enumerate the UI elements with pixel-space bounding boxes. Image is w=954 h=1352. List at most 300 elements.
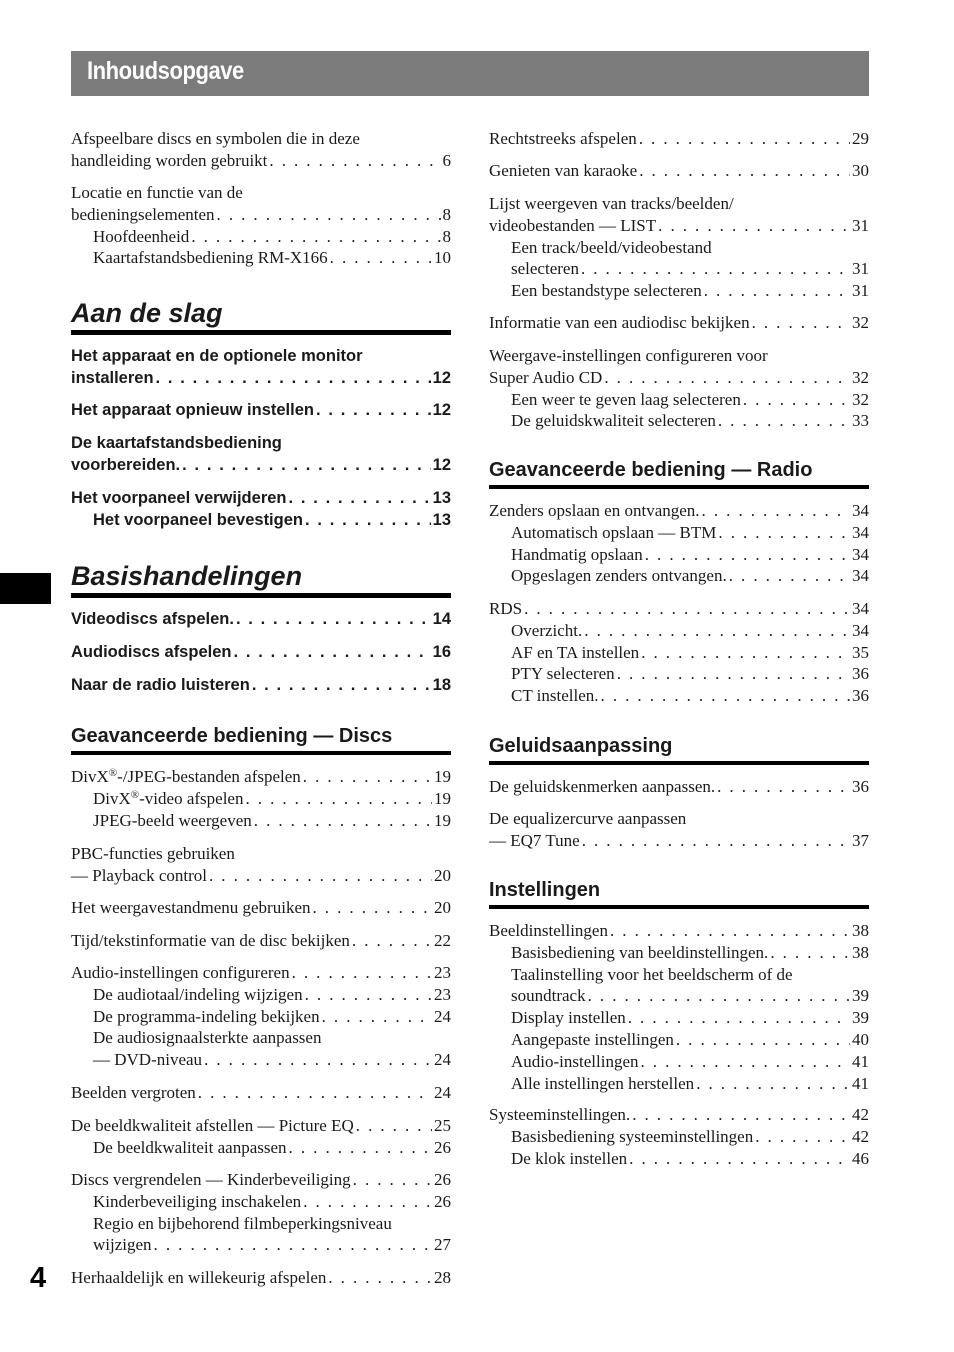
toc-line-title: DivX	[71, 767, 109, 786]
toc-line	[489, 1007, 869, 1029]
toc-line-title: Zenders opslaan en ontvangen.	[489, 501, 700, 520]
toc-line-text	[489, 215, 656, 237]
toc-line	[71, 766, 451, 788]
toc-line-text	[93, 1049, 202, 1071]
dot-leader	[289, 488, 431, 510]
toc-line-text	[71, 400, 314, 422]
subsection-heading-geluidsaanpassing: Geluidsaanpassing	[489, 731, 869, 765]
dot-leader	[581, 258, 850, 280]
toc-line-text	[71, 455, 180, 477]
toc-entry[interactable]	[489, 193, 869, 302]
toc-line-title: Het voorpaneel bevestigen	[93, 510, 303, 529]
toc-line-text	[511, 964, 793, 986]
toc-line-text	[511, 663, 615, 685]
toc-line	[489, 160, 869, 182]
toc-line-text	[511, 237, 712, 259]
dot-leader	[330, 247, 432, 269]
section-heading-aan-de-slag: Aan de slag	[71, 296, 451, 335]
toc-page-number: 19	[434, 767, 451, 786]
toc-line-title: PTY selecteren	[511, 664, 615, 684]
toc-page-number: 24	[434, 1083, 451, 1102]
toc-page-number: 16	[432, 643, 451, 661]
page-number: 4	[30, 1262, 47, 1294]
dot-leader	[639, 160, 850, 182]
toc-entry[interactable]	[71, 128, 451, 172]
toc-line-text	[71, 1169, 351, 1191]
dot-leader	[632, 1104, 850, 1126]
subsection-heading-radio: Geavanceerde bediening — Radio	[489, 455, 869, 489]
dot-leader	[313, 897, 433, 919]
toc-line-text	[71, 433, 282, 455]
toc-line-title: De programma-indeling bekijken	[93, 1006, 320, 1026]
toc-line-title: Alle instellingen herstellen	[511, 1073, 695, 1093]
toc-line-text	[93, 1213, 392, 1235]
dot-leader	[289, 1137, 432, 1159]
dot-leader	[292, 962, 432, 984]
toc-page-number: 23	[434, 984, 451, 1004]
toc-page-number: 33	[852, 411, 869, 431]
dot-leader	[524, 598, 850, 620]
toc-line	[489, 942, 869, 964]
toc-line-text	[489, 160, 637, 182]
toc-line-text	[93, 247, 328, 269]
toc-line-title: De beeldkwaliteit afstellen — Picture EQ	[71, 1116, 354, 1135]
subsection-heading-instellingen: Instellingen	[489, 875, 869, 909]
toc-entry[interactable]	[71, 1115, 451, 1159]
toc-line-title: Een bestandstype selecteren	[511, 281, 702, 301]
toc-line-title: Overzicht.	[511, 620, 583, 640]
toc-line-text	[71, 1267, 326, 1289]
toc-line-text	[71, 368, 154, 390]
toc-page-number: 41	[852, 1051, 869, 1071]
toc-page-number: 34	[852, 620, 869, 640]
toc-line	[71, 128, 451, 150]
toc-line-title: De audiotaal/indeling wijzigen	[93, 984, 303, 1004]
toc-line-text	[93, 1027, 321, 1049]
dot-leader	[252, 675, 431, 697]
toc-line-title: Systeeminstellingen.	[489, 1105, 631, 1124]
toc-line-title: De equalizercurve aanpassen	[489, 809, 687, 828]
toc-line-text	[511, 642, 639, 664]
toc-line-title: De beeldkwaliteit aanpassen	[93, 1137, 287, 1157]
toc-line	[71, 984, 451, 1006]
toc-line-title-suffix: -video afspelen	[139, 788, 244, 808]
toc-line	[489, 389, 869, 411]
dot-leader	[305, 510, 431, 532]
toc-line	[71, 1006, 451, 1028]
toc-line-title: handleiding worden gebruikt	[71, 150, 268, 170]
dot-leader	[353, 1169, 432, 1191]
dot-leader	[641, 642, 850, 664]
toc-page-number: 27	[434, 1235, 451, 1255]
toc-entry[interactable]	[71, 843, 451, 887]
toc-line	[71, 226, 451, 248]
dot-leader	[269, 150, 440, 172]
toc-page-number: 40	[852, 1029, 869, 1049]
dot-leader	[658, 215, 850, 237]
toc-line-title: Naar de radio luisteren	[71, 676, 250, 694]
toc-line-text	[489, 830, 580, 852]
dot-leader	[305, 984, 432, 1006]
toc-page-number: 10	[434, 248, 451, 268]
toc-line-title: Weergave-instellingen configureren voor	[489, 346, 768, 365]
toc-page-number: 35	[852, 642, 869, 662]
toc-page-number: 30	[852, 161, 869, 180]
toc-page-number: 31	[852, 259, 869, 279]
toc-line	[489, 1051, 869, 1073]
toc-page-number: 22	[434, 931, 451, 950]
toc-line	[71, 609, 451, 631]
title-bar	[71, 51, 869, 96]
toc-entry[interactable]	[71, 433, 451, 477]
toc-line-title: De geluidskenmerken aanpassen.	[489, 777, 716, 796]
toc-line	[71, 897, 451, 919]
toc-line	[71, 150, 451, 172]
toc-page-number: 32	[852, 367, 869, 387]
toc-line-text	[511, 410, 716, 432]
toc-entry[interactable]	[489, 500, 869, 587]
toc-page-number: 34	[852, 566, 869, 586]
toc-line	[489, 193, 869, 215]
dot-leader	[743, 389, 850, 411]
toc-entry[interactable]	[489, 920, 869, 1094]
toc-line-text	[511, 565, 727, 587]
toc-line	[489, 410, 869, 432]
toc-page-number: 34	[852, 599, 869, 618]
toc-page-number: 18	[432, 676, 451, 694]
dot-leader	[704, 280, 850, 302]
toc-line-text	[93, 984, 303, 1006]
toc-page-number: 26	[434, 1191, 451, 1211]
toc-page-number: 24	[434, 1050, 451, 1070]
dot-leader	[198, 1082, 432, 1104]
toc-line-text	[489, 367, 602, 389]
toc-line-text	[71, 128, 360, 150]
toc-line-title: soundtrack	[511, 986, 586, 1006]
toc-line-title: Kinderbeveiliging inschakelen	[93, 1191, 302, 1211]
toc-line	[71, 1027, 451, 1049]
toc-entry[interactable]	[71, 609, 451, 631]
toc-page-number: 20	[434, 898, 451, 917]
toc-line	[71, 788, 451, 810]
toc-page-number: 14	[432, 610, 451, 628]
toc-line	[71, 368, 451, 390]
toc-line-text	[489, 312, 750, 334]
toc-line-text	[511, 1148, 627, 1170]
toc-line-title: AF en TA instellen	[511, 642, 640, 662]
dot-leader	[752, 312, 850, 334]
toc-line-text	[71, 766, 301, 788]
toc-line-text	[93, 1137, 287, 1159]
toc-line-text	[71, 897, 311, 919]
toc-entry[interactable]	[71, 1082, 451, 1104]
toc-entry[interactable]	[71, 642, 451, 664]
toc-line	[71, 204, 451, 226]
toc-entry[interactable]	[71, 897, 451, 919]
toc-line-text	[511, 522, 716, 544]
toc-line	[71, 843, 451, 865]
toc-line-title: De audiosignaalsterkte aanpassen	[93, 1028, 322, 1048]
toc-line-text	[511, 1073, 694, 1095]
toc-line-title: Lijst weergeven van tracks/beelden/	[489, 194, 734, 213]
toc-line	[71, 455, 451, 477]
toc-line-title: selecteren	[511, 259, 579, 279]
toc-page-number: 6	[442, 150, 451, 170]
dot-leader	[676, 1029, 850, 1051]
toc-line-title: — Playback control	[71, 865, 207, 885]
toc-line-title: Het apparaat opnieuw instellen	[71, 401, 314, 419]
toc-entry[interactable]	[489, 808, 869, 852]
toc-line-text	[511, 620, 582, 642]
toc-entry[interactable]	[489, 345, 869, 432]
toc-line-text	[489, 920, 608, 942]
toc-line-text	[511, 1029, 674, 1051]
toc-line-title: Regio en bijbehorend filmbeperkingsniveau	[93, 1213, 392, 1233]
toc-page-number: 8	[442, 226, 451, 246]
toc-line	[71, 400, 451, 422]
toc-line	[71, 182, 451, 204]
toc-line	[489, 128, 869, 150]
toc-line	[71, 930, 451, 952]
toc-line-title: PBC-functies gebruiken	[71, 844, 235, 863]
dot-leader	[182, 455, 431, 477]
dot-leader	[617, 663, 850, 685]
toc-line	[71, 346, 451, 368]
toc-line	[489, 685, 869, 707]
toc-line-title: Audio-instellingen	[511, 1051, 639, 1071]
toc-line-title: De kaartafstandsbediening	[71, 434, 282, 452]
toc-line	[489, 1104, 869, 1126]
dot-leader	[328, 1267, 432, 1289]
toc-page-number: 19	[434, 810, 451, 830]
toc-line-text	[71, 182, 243, 204]
toc-page-number: 39	[852, 1008, 869, 1028]
toc-line-text	[71, 642, 231, 664]
toc-page-number: 26	[434, 1137, 451, 1157]
toc-page-number: 13	[432, 489, 451, 507]
toc-line	[489, 367, 869, 389]
toc-page-number: 12	[432, 455, 451, 474]
dot-leader	[209, 865, 432, 887]
toc-line-title: Informatie van een audiodisc bekijken	[489, 313, 750, 332]
toc-line-text	[489, 193, 734, 215]
toc-line	[489, 1029, 869, 1051]
toc-line	[489, 663, 869, 685]
toc-entry[interactable]	[71, 1267, 451, 1289]
section-heading-basishandelingen: Basishandelingen	[71, 559, 451, 598]
toc-line-text	[93, 1006, 320, 1028]
toc-line-title: Discs vergrendelen — Kinderbeveiliging	[71, 1170, 351, 1189]
toc-line-text	[489, 808, 686, 830]
toc-line-title: Basisbediening van beeldinstellingen.	[511, 942, 769, 962]
toc-line-text	[71, 843, 235, 865]
toc-line-text	[71, 150, 267, 172]
toc-line-text	[71, 930, 350, 952]
toc-line	[71, 1115, 451, 1137]
toc-line-title: Basisbediening systeeminstellingen	[511, 1126, 754, 1146]
toc-line	[489, 642, 869, 664]
toc-line	[71, 433, 451, 455]
registered-mark: ®	[108, 767, 118, 779]
toc-page-number: 25	[434, 1116, 451, 1135]
toc-page-number: 36	[852, 686, 869, 706]
toc-line-text	[511, 389, 741, 411]
toc-page-number: 32	[852, 313, 869, 332]
toc-line-text	[71, 1082, 196, 1104]
toc-entry[interactable]	[489, 160, 869, 182]
toc-line	[71, 488, 451, 510]
toc-line-text	[511, 544, 643, 566]
toc-line-title: voorbereiden.	[71, 455, 181, 474]
dot-leader	[233, 642, 430, 664]
dot-leader	[303, 766, 432, 788]
page-title: Inhoudsopgave	[87, 57, 244, 85]
toc-line-text	[489, 776, 715, 798]
toc-line-text	[511, 1007, 626, 1029]
toc-entry[interactable]	[71, 400, 451, 422]
dot-leader	[156, 368, 431, 390]
dot-leader	[717, 776, 850, 798]
dot-leader	[628, 1007, 850, 1029]
toc-entry[interactable]	[71, 346, 451, 390]
toc-line	[71, 247, 451, 269]
toc-entry[interactable]	[489, 1104, 869, 1169]
toc-page-number: 12	[432, 368, 451, 387]
toc-entry[interactable]	[71, 766, 451, 831]
toc-entry[interactable]	[489, 128, 869, 150]
toc-line	[489, 500, 869, 522]
dot-leader	[352, 930, 432, 952]
toc-entry[interactable]	[71, 488, 451, 532]
toc-line-title: — EQ7 Tune	[489, 830, 580, 850]
dot-leader	[584, 620, 850, 642]
toc-line-title: Audiodiscs afspelen	[71, 643, 232, 661]
toc-line-title: Handmatig opslaan	[511, 544, 643, 564]
toc-line-text	[93, 810, 252, 832]
toc-line	[71, 865, 451, 887]
toc-page-number: 28	[434, 1268, 451, 1287]
toc-line-title: bedieningselementen	[71, 204, 215, 224]
dot-leader	[755, 1126, 850, 1148]
toc-line	[71, 1267, 451, 1289]
toc-line	[489, 258, 869, 280]
dot-leader	[696, 1073, 850, 1095]
toc-line-title: Een weer te geven laag selecteren	[511, 389, 741, 409]
toc-page-number: 20	[434, 865, 451, 885]
toc-entry[interactable]	[489, 598, 869, 707]
toc-line-text	[489, 128, 637, 150]
toc-line-title: Videodiscs afspelen.	[71, 610, 234, 628]
dot-leader	[601, 685, 850, 707]
toc-entry[interactable]	[71, 182, 451, 269]
toc-line-title-suffix: -/JPEG-bestanden afspelen	[117, 767, 301, 786]
toc-line-title: Taalinstelling voor het beeldscherm of de	[511, 964, 793, 984]
toc-line-text	[71, 865, 207, 887]
toc-line-title: CT instellen.	[511, 686, 599, 706]
toc-line-text	[93, 1191, 301, 1213]
toc-entry[interactable]	[71, 930, 451, 952]
dot-leader	[629, 1148, 850, 1170]
toc-line-title: Display instellen	[511, 1008, 626, 1028]
toc-line	[489, 598, 869, 620]
toc-line-title: Het apparaat en de optionele monitor	[71, 347, 363, 365]
toc-line-title: Beeldinstellingen	[489, 921, 608, 940]
toc-line	[489, 1073, 869, 1095]
toc-line	[489, 964, 869, 986]
toc-page-number: 38	[852, 942, 869, 962]
toc-line-title: Herhaaldelijk en willekeurig afspelen	[71, 1268, 327, 1287]
toc-line-text	[489, 345, 768, 367]
toc-entry[interactable]	[71, 675, 451, 697]
toc-line	[489, 345, 869, 367]
toc-line-text	[93, 788, 243, 810]
toc-line	[489, 776, 869, 798]
dot-leader	[718, 522, 850, 544]
toc-line-text	[93, 510, 303, 532]
toc-line-text	[71, 1115, 354, 1137]
dot-leader	[610, 920, 850, 942]
toc-line	[489, 237, 869, 259]
toc-line-text	[511, 258, 579, 280]
toc-line	[71, 1191, 451, 1213]
toc-page-number: 29	[852, 129, 869, 148]
toc-line	[71, 675, 451, 697]
dot-leader	[191, 226, 440, 248]
dot-leader	[729, 565, 850, 587]
toc-line	[71, 1137, 451, 1159]
toc-page-number: 34	[852, 522, 869, 542]
toc-line-text	[511, 1126, 753, 1148]
toc-line-title: Een track/beeld/videobestand	[511, 237, 712, 257]
toc-line-text	[93, 1234, 152, 1256]
toc-entry[interactable]	[71, 1169, 451, 1256]
toc-line-title: Audio-instellingen configureren	[71, 963, 290, 982]
toc-line	[489, 312, 869, 334]
toc-line	[71, 510, 451, 532]
toc-line-title: Tijd/tekstinformatie van de disc bekijken	[71, 931, 350, 950]
toc-line-title: installeren	[71, 368, 154, 387]
toc-line-title: Super Audio CD	[489, 367, 603, 387]
toc-entry[interactable]	[71, 962, 451, 1071]
dot-leader	[582, 830, 850, 852]
dot-leader	[217, 204, 441, 226]
toc-line	[489, 920, 869, 942]
toc-page-number: 19	[434, 788, 451, 808]
toc-line	[71, 962, 451, 984]
toc-line	[489, 830, 869, 852]
dot-leader	[322, 1006, 432, 1028]
toc-line-title: RDS	[489, 599, 523, 618]
toc-line	[71, 1213, 451, 1235]
toc-page-number: 39	[852, 986, 869, 1006]
toc-page-number: 41	[852, 1073, 869, 1093]
toc-line	[489, 544, 869, 566]
toc-entry[interactable]	[489, 312, 869, 334]
toc-line-title: Afspeelbare discs en symbolen die in deze	[71, 129, 360, 148]
dot-leader	[588, 985, 850, 1007]
toc-page-number: 34	[852, 544, 869, 564]
toc-line	[489, 808, 869, 830]
toc-line-title: Het weergavestandmenu gebruiken	[71, 898, 311, 917]
toc-line-title: Hoofdeenheid	[93, 226, 190, 246]
dot-leader	[303, 1191, 432, 1213]
toc-line-text	[489, 500, 700, 522]
toc-page-number: 42	[852, 1126, 869, 1146]
toc-line-text	[511, 685, 599, 707]
toc-entry[interactable]	[489, 776, 869, 798]
toc-page-number: 34	[852, 501, 869, 520]
toc-line-text	[511, 985, 586, 1007]
